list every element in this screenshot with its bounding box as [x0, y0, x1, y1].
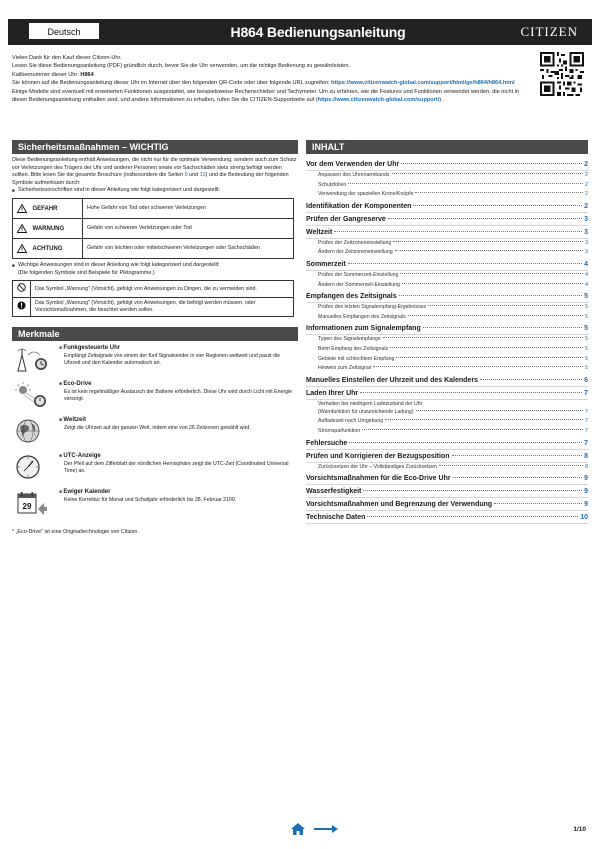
toc-leader-dots: [401, 163, 582, 164]
toc-subentry[interactable]: [306, 248, 588, 258]
toc-subentry[interactable]: [306, 281, 588, 291]
signal-row-warning: [13, 218, 294, 238]
toc-leader-dots: [392, 173, 583, 174]
toc-page-link[interactable]: 7: [584, 389, 588, 397]
toc-page-link[interactable]: 2: [585, 181, 588, 188]
signal-row-danger: [13, 198, 294, 218]
toc-subentry[interactable]: [306, 313, 588, 323]
toc-page-link[interactable]: 5: [585, 365, 588, 372]
toc-leader-dots: [423, 327, 582, 328]
toc-entry-label: Anpassen des Uhrenarmbands: [318, 172, 390, 178]
toc-leader-dots: [334, 231, 582, 232]
toc-page-link[interactable]: 7: [585, 427, 588, 434]
toc-page-link[interactable]: 8: [584, 452, 588, 460]
toc-subentry[interactable]: [306, 463, 588, 473]
toc-entry-label: Stromsparfunktion: [318, 427, 361, 434]
toc-page-link[interactable]: 10: [580, 514, 588, 522]
toc-entry[interactable]: [306, 322, 588, 335]
toc-entry-label: Schutzfolien: [318, 181, 347, 188]
caliber-number: H864: [80, 71, 94, 78]
warning-label: WARNUNG: [32, 225, 65, 232]
toc-entry-label: Prüfen und Korrigieren der Bezugsposition: [306, 452, 450, 460]
toc-page-link[interactable]: 3: [585, 249, 588, 256]
toc-entry-label: Prüfen der Sommerzeit-Einstellung: [318, 271, 399, 278]
toc-leader-dots: [402, 283, 583, 284]
prohibited-icon: [17, 283, 26, 292]
language-tab[interactable]: Deutsch: [29, 23, 99, 39]
toc-entry-label: Manuelles Empfangen des Zeitsignals: [318, 313, 406, 320]
toc-leader-dots: [348, 263, 582, 264]
toc-page-link[interactable]: 6: [584, 376, 588, 384]
toc-page-link[interactable]: 7: [584, 439, 588, 447]
calendar-day-text: 29: [22, 501, 32, 511]
toc-page-link[interactable]: 9: [584, 501, 588, 509]
caution-description: Gefahr von leichten oder mittelschweren Verletzungen oder Sachschäden: [83, 238, 294, 258]
toc-entry[interactable]: [306, 437, 588, 450]
toc-leader-dots: [349, 442, 582, 443]
intro-caliber: Kalibernummer dieser Uhr: H864: [12, 71, 94, 78]
toc-entry[interactable]: [306, 374, 588, 387]
page-link-10[interactable]: 10: [199, 172, 206, 179]
brand-logo: CITIZEN: [520, 24, 578, 39]
feature-description: Keine Korrektur für Monat und Schaltjahr erforderlich bis 28. Februar 2100.: [64, 496, 237, 503]
toc-leader-dots: [408, 315, 583, 316]
feature-description: Es ist kein regelmäßiger Austausch der Batterie erforderlich. Diese Uhr wird durch Licht mit Energie versorgt.: [64, 388, 293, 402]
toc-page-link[interactable]: 2: [584, 202, 588, 210]
eco-drive-footnote: * „Eco-Drive" ist eine Originaltechnologie von Citizen.: [12, 528, 139, 535]
toc-entry-label: (Warnfunktion für unzureichende Ladung): [318, 408, 414, 415]
intro-thanks: Vielen Dank für den Kauf dieser Citizen-Uhr.: [12, 55, 122, 61]
toc-page-link[interactable]: 4: [585, 281, 588, 288]
toc-leader-dots: [416, 410, 583, 411]
toc-entry-label: Prüfen der Gangreserve: [306, 215, 386, 223]
toc-page-link[interactable]: 4: [584, 260, 588, 268]
toc-entry-label: Verwendung der speziellen Krone/Knöpfe: [318, 191, 414, 198]
toc-entry-label: Technische Daten: [306, 514, 366, 522]
feature-utc-display: [12, 453, 298, 485]
safety-bullet-categories: ■ Sicherheitsvorschriften sind in dieser Anleitung wie folgt kategorisiert und dargestellt:: [12, 187, 298, 195]
toc-subentry[interactable]: [306, 427, 588, 437]
toc-page-link[interactable]: 8: [585, 463, 588, 470]
toc-page-link[interactable]: 9: [584, 475, 588, 483]
toc-entry[interactable]: [306, 387, 588, 400]
toc-leader-dots: [494, 503, 582, 504]
toc-page-link[interactable]: 5: [585, 304, 588, 311]
toc-entry[interactable]: [306, 498, 588, 511]
toc-page-link[interactable]: 5: [585, 313, 588, 320]
toc-leader-dots: [360, 392, 582, 393]
toc-page-link[interactable]: 7: [585, 408, 588, 415]
symbol-row-prohibited: [13, 281, 294, 298]
danger-label: GEFAHR: [32, 205, 58, 212]
toc-subentry[interactable]: [306, 335, 588, 345]
toc-entry-label: Vorsichtsmaßnahmen und Begrenzung der Verwendung: [306, 501, 493, 509]
warning-triangle-icon: [17, 224, 27, 233]
mandatory-description: Das Symbol „Warnung" (Vorsicht), gefolgt von Anweisungen, die befolgt werden müssen, oder Vorsichtsmaßnahmen, die beachtet werden sollen.: [31, 297, 294, 316]
toc-page-link[interactable]: 3: [584, 228, 588, 236]
toc-leader-dots: [452, 455, 583, 456]
toc-entry[interactable]: [306, 485, 588, 498]
toc-leader-dots: [393, 241, 583, 242]
toc-subentry[interactable]: [306, 303, 588, 313]
toc-leader-dots: [480, 379, 582, 380]
toc-leader-dots: [453, 477, 583, 478]
document-title: H864 Bedienungsanleitung: [230, 24, 406, 40]
toc-entry-label: Wasserfestigkeit: [306, 488, 362, 496]
toc-leader-dots: [439, 465, 583, 466]
signal-word-table: [12, 198, 294, 259]
warning-triangle-icon: [17, 204, 27, 213]
feature-title: ■ Funkgesteuerte Uhr: [59, 345, 120, 351]
toc-entry-label: Prüfen der Zeitzoneneinstellung: [318, 239, 392, 246]
toc-entry[interactable]: [306, 213, 588, 226]
home-icon[interactable]: [290, 822, 306, 836]
toc-entry-label: Vorsichtsmaßnahmen für die Eco-Drive Uhr: [306, 475, 451, 483]
utc-icon: [14, 453, 50, 481]
feature-perpetual-calendar: [12, 489, 298, 521]
intro-read-manual: Lesen Sie diese Bedienungsanleitung (PDF) gründlich durch, bevor Sie die Uhr verwenden, um die richtige Bedienung zu gewährleisten.: [12, 63, 351, 70]
toc-entry-label: Typen des Signalempfangs: [318, 336, 381, 343]
toc-subentry[interactable]: [306, 171, 588, 181]
features-heading: Merkmale: [12, 327, 298, 341]
toc-leader-dots: [388, 218, 582, 219]
toc-subentry[interactable]: [306, 364, 588, 374]
toc-entry-label: Gebiete mit schlechtem Empfang: [318, 355, 395, 362]
toc-subentry[interactable]: [306, 400, 588, 408]
toc-page-link[interactable]: 2: [585, 172, 588, 178]
toc-entry[interactable]: [306, 511, 588, 524]
symbol-table: [12, 280, 294, 316]
toc-page-link[interactable]: 7: [585, 418, 588, 425]
toc-entry-label: Fehlersuche: [306, 439, 348, 447]
toc-entry-label: Weltzeit: [306, 228, 333, 236]
toc-entry-label: Empfangen des Zeitsignals: [306, 293, 397, 301]
toc-entry[interactable]: [306, 200, 588, 213]
prohibited-description: Das Symbol „Warnung" (Vorsicht), gefolgt von Anweisungen zu Dingen, die zu vermeiden sind.: [31, 281, 294, 298]
caution-label: ACHTUNG: [32, 245, 63, 252]
toc-entry-label: Laden Ihrer Uhr: [306, 389, 359, 397]
feature-description: Der Pfeil auf dem Zifferblatt der nördlichen Hemisphäre zeigt die UTC-Zeit (Coordinated Universal Time) an.: [64, 460, 289, 474]
toc-entry-label: Beim Empfang des Zeitsignals: [318, 345, 389, 352]
toc-entry[interactable]: [306, 472, 588, 485]
symbol-row-mandatory: [13, 297, 294, 316]
toc-page-link[interactable]: 5: [584, 293, 588, 301]
toc-leader-dots: [413, 205, 582, 206]
toc-entry-label: Verhalten bei niedrigem Ladezustand der Uhr: [318, 400, 423, 407]
safety-heading: Sicherheitsmaßnahmen – WICHTIG: [12, 140, 298, 154]
toc-subentry[interactable]: [306, 408, 588, 418]
manual-url-link[interactable]: https://www.citizenwatch-global.com/support/html/ge/h864/h864.html: [331, 80, 515, 87]
page-link-9[interactable]: 9: [184, 172, 188, 179]
toc-subentry[interactable]: [306, 355, 588, 365]
toc-leader-dots: [348, 183, 583, 184]
toc-leader-dots: [396, 357, 583, 358]
safety-bullet-instructions: ■ Wichtige Anweisungen sind in dieser Anleitung wie folgt kategorisiert und dargestellt:: [12, 262, 298, 270]
warning-triangle-icon: [17, 244, 27, 253]
toc-page-link[interactable]: 3: [584, 215, 588, 223]
next-page-arrow-icon[interactable]: [313, 824, 339, 834]
toc-entry[interactable]: [306, 258, 588, 271]
toc-page-link[interactable]: 5: [585, 355, 588, 362]
toc-leader-dots: [400, 273, 583, 274]
toc-entry-label: Vor dem Verwenden der Uhr: [306, 161, 400, 168]
left-column: [12, 140, 298, 535]
table-of-contents: [306, 158, 588, 524]
calendar-icon: [14, 489, 50, 517]
toc-entry[interactable]: [306, 290, 588, 303]
toc-subentry[interactable]: [306, 181, 588, 191]
toc-entry-label: Zurücksetzen der Uhr – Vollständiges Zurücksetzen: [318, 463, 437, 470]
toc-leader-dots: [385, 419, 583, 420]
toc-page-link[interactable]: 5: [584, 325, 588, 333]
feature-title: ■ Ewiger Kalender: [59, 489, 110, 495]
toc-subentry[interactable]: [306, 239, 588, 249]
toc-subentry[interactable]: [306, 345, 588, 355]
toc-subentry[interactable]: [306, 271, 588, 281]
toc-leader-dots: [367, 516, 578, 517]
toc-leader-dots: [362, 429, 583, 430]
toc-leader-dots: [428, 305, 583, 306]
toc-leader-dots: [395, 250, 583, 251]
toc-entry[interactable]: [306, 450, 588, 463]
feature-eco-drive: [12, 381, 298, 413]
toc-subentry[interactable]: [306, 190, 588, 200]
feature-title: ■ Weltzeit: [59, 417, 86, 423]
features-section: [12, 327, 298, 535]
toc-entry[interactable]: [306, 226, 588, 239]
toc-entry-label: Identifikation der Komponenten: [306, 202, 412, 210]
exclamation-icon: [17, 301, 26, 310]
toc-page-link[interactable]: 3: [585, 239, 588, 246]
toc-leader-dots: [383, 337, 583, 338]
feature-title: ■ UTC-Anzeige: [59, 453, 101, 459]
toc-page-link[interactable]: 5: [585, 345, 588, 352]
toc-page-link[interactable]: 2: [584, 161, 588, 168]
toc-entry-label: Hinweis zum Zeitsignal: [318, 365, 372, 372]
feature-description: Zeigt die Uhrzeit auf der ganzen Welt, indem eine von 26 Zeitzonen gewählt wird.: [64, 424, 251, 431]
feature-title: ■ Eco-Drive: [59, 381, 91, 387]
radio-tower-icon: [14, 345, 50, 373]
toc-page-link[interactable]: 4: [585, 271, 588, 278]
header-bar: [8, 19, 592, 45]
toc-entry-label: Ändern der Zeitzoneneinstellung: [318, 249, 393, 256]
page-indicator: 1/10: [573, 826, 586, 833]
qr-code-icon[interactable]: [540, 52, 584, 96]
toc-leader-dots: [363, 490, 582, 491]
danger-description: Hohe Gefahr von Tod oder schweren Verletzungen: [83, 198, 294, 218]
toc-entry[interactable]: [306, 158, 588, 171]
feature-description: Empfängt Zeitsignale von einem der fünf Signalsender in vier Regionen weltweit und passt die Uhrzeit und den Kalender automatisch an.: [64, 352, 280, 366]
toc-page-link[interactable]: 5: [585, 336, 588, 343]
toc-entry-label: Aufladezeit nach Umgebung: [318, 418, 384, 425]
intro-text: [12, 54, 532, 104]
support-url-link[interactable]: https://www.citizenwatch-global.com/support/: [317, 97, 440, 104]
toc-leader-dots: [373, 366, 583, 367]
feature-world-time: [12, 417, 298, 449]
feature-radio-controlled: [12, 345, 298, 377]
toc-entry-label: Prüfen des letzten Signalempfang-Ergebnisses: [318, 304, 427, 311]
toc-entry-label: Ändern der Sommerzeit-Einstellung: [318, 281, 400, 288]
safety-bullet-pictograms: (Die folgenden Symbole sind Beispiele für Piktogramme.): [18, 269, 155, 276]
intro-online: Sie können auf die Bedienungsanleitung dieser Uhr im Internet über den folgenden QR-Code oder über folgende URL zugreifen: https://www.citizenwatch-global.com/support/html/ge/h864/h864.html: [12, 80, 515, 87]
toc-entry-label: Sommerzeit: [306, 260, 346, 268]
toc-leader-dots: [415, 192, 583, 193]
globe-icon: [14, 417, 50, 445]
safety-intro: Diese Bedienungsanleitung enthält Anweisungen, die nicht nur für die optimale Verwendung, sondern auch zum Schutz vor Verletzungen des Trägers der Uhr und anderer Personen sowie vor Sachschäden stets streng befolgt werden sollten. Bitte lesen Sie die gesamte Broschüre (insbesondere die Seiten 9 und 10) und die Bedeutung der folgenden Symbole aufmerksam durch:: [12, 157, 297, 186]
toc-entry-label: Informationen zum Signalempfang: [306, 325, 421, 333]
toc-leader-dots: [399, 295, 582, 296]
toc-page-link[interactable]: 9: [584, 488, 588, 496]
toc-entry-label: Manuelles Einstellen der Uhrzeit und des Kalenders: [306, 376, 478, 384]
right-column: [306, 140, 588, 524]
warning-description: Gefahr von schweren Verletzungen oder Tod: [83, 218, 294, 238]
toc-page-link[interactable]: 2: [585, 191, 588, 198]
toc-heading: INHALT: [306, 140, 588, 154]
signal-row-caution: [13, 238, 294, 258]
intro-support: Einige Modelle sind eventuell mit erweiterten Funktionen ausgestattet, wie beispielsweise Rechenschieber und Tachymeter. Um zu erfahren, wie die Features und Funktionen verwendet werden, die nicht in dieser Bedienungsanleitung enthalten sind, und andere Informationen zu erhalten, rufen Sie die CITIZEN-Supportseite auf (https://www.citizenwatch-global.com/support/).: [12, 88, 520, 104]
toc-leader-dots: [390, 347, 583, 348]
solar-icon: [14, 381, 50, 409]
toc-subentry[interactable]: [306, 417, 588, 427]
